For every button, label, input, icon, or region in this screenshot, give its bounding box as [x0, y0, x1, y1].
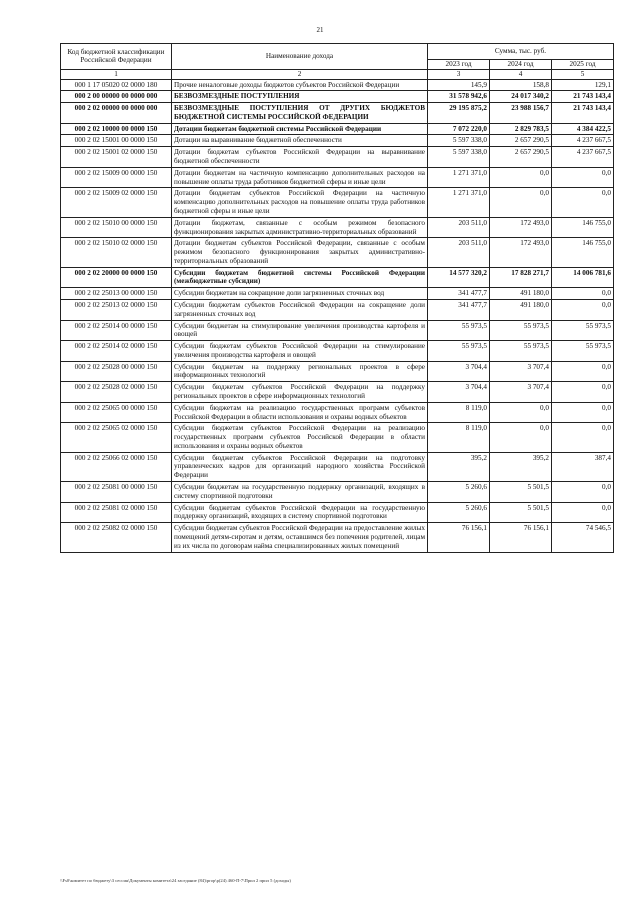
row-code: 000 1 17 05020 02 0000 180: [61, 79, 172, 91]
row-value-2023: 3 704,4: [428, 382, 490, 403]
header-col-number: 2: [172, 69, 428, 79]
table-row: [61, 167, 614, 188]
header-sum: Сумма, тыс. руб.: [428, 44, 614, 60]
header-name: Наименование дохода: [172, 44, 428, 70]
row-name: Субсидии бюджетам субъектов Российской Федерации на сокращение доли загрязненных сточных вод: [172, 299, 428, 320]
row-value-2025: 74 546,5: [552, 523, 614, 552]
row-value-2024: 2 657 290,5: [490, 147, 552, 168]
row-code: 000 2 02 10000 00 0000 150: [61, 123, 172, 135]
row-name: Субсидии бюджетам субъектов Российской Федерации на подготовку управленческих кадров для организаций народного хозяйства Российской Федерации: [172, 452, 428, 481]
row-value-2023: 1 271 371,0: [428, 188, 490, 217]
row-value-2025: 0,0: [552, 382, 614, 403]
row-value-2024: 395,2: [490, 452, 552, 481]
row-value-2025: 55 973,5: [552, 320, 614, 341]
row-value-2025: 146 755,0: [552, 238, 614, 267]
table-row: [61, 288, 614, 300]
row-code: 000 2 02 25014 00 0000 150: [61, 320, 172, 341]
row-value-2023: 203 511,0: [428, 217, 490, 238]
row-value-2025: 0,0: [552, 188, 614, 217]
table-row: [61, 103, 614, 124]
row-value-2023: 341 477,7: [428, 299, 490, 320]
row-value-2025: 4 237 667,5: [552, 135, 614, 147]
row-value-2024: 3 707,4: [490, 361, 552, 382]
row-code: 000 2 02 15001 02 0000 150: [61, 147, 172, 168]
row-code: 000 2 02 25014 02 0000 150: [61, 341, 172, 362]
table-row: [61, 188, 614, 217]
row-value-2023: 203 511,0: [428, 238, 490, 267]
row-value-2024: 5 501,5: [490, 502, 552, 523]
row-value-2023: 341 477,7: [428, 288, 490, 300]
row-name: Дотации бюджетам субъектов Российской Федерации на частичную компенсацию дополнительных расходов на повышение оплаты труда работников бюджетной сферы и иные цели: [172, 188, 428, 217]
row-value-2023: 5 260,6: [428, 482, 490, 503]
row-code: 000 2 02 00000 00 0000 000: [61, 103, 172, 124]
table-row: [61, 402, 614, 423]
row-name: Дотации бюджетам, связанные с особым режимом безопасного функционирования закрытых административно-территориальных образований: [172, 217, 428, 238]
row-value-2025: 0,0: [552, 402, 614, 423]
row-code: 000 2 02 15010 02 0000 150: [61, 238, 172, 267]
row-value-2024: 55 973,5: [490, 320, 552, 341]
row-code: 000 2 02 15009 02 0000 150: [61, 188, 172, 217]
row-value-2024: 2 657 290,5: [490, 135, 552, 147]
row-value-2025: 21 743 143,4: [552, 103, 614, 124]
row-value-2023: 8 119,0: [428, 402, 490, 423]
row-name: Субсидии бюджетам бюджетной системы Российской Федерации (межбюджетные субсидии): [172, 267, 428, 288]
row-value-2024: 0,0: [490, 402, 552, 423]
row-value-2024: 24 017 340,2: [490, 91, 552, 103]
row-name: Дотации бюджетам субъектов Российской Федерации, связанные с особым режимом безопасного функционирования закрытых административно-территориальных образований: [172, 238, 428, 267]
table-row: [61, 79, 614, 91]
row-code: 000 2 02 25028 00 0000 150: [61, 361, 172, 382]
page-number: 21: [316, 26, 324, 34]
row-code: 000 2 02 25081 02 0000 150: [61, 502, 172, 523]
row-value-2024: 2 829 783,5: [490, 123, 552, 135]
header-code: Код бюджетной классификации Российской Федерации: [61, 44, 172, 70]
row-value-2023: 1 271 371,0: [428, 167, 490, 188]
row-value-2023: 8 119,0: [428, 423, 490, 452]
row-value-2025: 0,0: [552, 423, 614, 452]
table-row: [61, 452, 614, 481]
table-body: [61, 79, 614, 552]
row-value-2023: 5 597 338,0: [428, 147, 490, 168]
row-value-2025: 4 384 422,5: [552, 123, 614, 135]
row-value-2024: 76 156,1: [490, 523, 552, 552]
row-code: 000 2 02 25013 00 0000 150: [61, 288, 172, 300]
row-value-2025: 0,0: [552, 361, 614, 382]
row-value-2023: 31 578 942,6: [428, 91, 490, 103]
table-row: [61, 123, 614, 135]
table-row: [61, 320, 614, 341]
row-code: 000 2 02 25065 00 0000 150: [61, 402, 172, 423]
row-value-2023: 76 156,1: [428, 523, 490, 552]
revenue-table: [60, 43, 614, 553]
footer-file-path: \\Fs0\комитет по бюджету\3 сессия\Документы комитета\24 заседание (84)\prop\р(24) 460-П-7\Прил 2 прил 5 (доходы): [60, 878, 291, 883]
row-code: 000 2 02 25065 02 0000 150: [61, 423, 172, 452]
row-value-2025: 55 973,5: [552, 341, 614, 362]
row-name: БЕЗВОЗМЕЗДНЫЕ ПОСТУПЛЕНИЯ ОТ ДРУГИХ БЮДЖЕТОВ БЮДЖЕТНОЙ СИСТЕМЫ РОССИЙСКОЙ ФЕДЕРАЦИИ: [172, 103, 428, 124]
row-name: Дотации бюджетам субъектов Российской Федерации на выравнивание бюджетной обеспеченности: [172, 147, 428, 168]
row-value-2025: 4 237 667,5: [552, 147, 614, 168]
row-value-2025: 0,0: [552, 482, 614, 503]
row-value-2024: 5 501,5: [490, 482, 552, 503]
table-row: [61, 382, 614, 403]
row-name: Дотации бюджетам на частичную компенсацию дополнительных расходов на повышение оплаты труда работников бюджетной сферы и иные цели: [172, 167, 428, 188]
table-row: [61, 135, 614, 147]
row-code: 000 2 02 15001 00 0000 150: [61, 135, 172, 147]
row-value-2023: 14 577 320,2: [428, 267, 490, 288]
header-col-number: 4: [490, 69, 552, 79]
row-code: 000 2 02 25013 02 0000 150: [61, 299, 172, 320]
header-year-2025: 2025 год: [552, 60, 614, 70]
row-name: Субсидии бюджетам субъектов Российской Федерации на предоставление жилых помещений детям-сиротам и детям, оставшимся без попечения родителей, лицам из их числа по договорам найма специализированных жилых помещений: [172, 523, 428, 552]
row-name: Субсидии бюджетам на поддержку региональных проектов в сфере информационных технологий: [172, 361, 428, 382]
table-row: [61, 147, 614, 168]
row-value-2024: 491 180,0: [490, 299, 552, 320]
row-value-2024: 3 707,4: [490, 382, 552, 403]
table-row: [61, 482, 614, 503]
row-value-2024: 0,0: [490, 167, 552, 188]
row-value-2025: 0,0: [552, 167, 614, 188]
table-row: [61, 361, 614, 382]
row-code: 000 2 02 25081 00 0000 150: [61, 482, 172, 503]
table-header: [61, 44, 614, 80]
row-value-2025: 14 006 781,6: [552, 267, 614, 288]
table-row: [61, 341, 614, 362]
row-name: Субсидии бюджетам на реализацию государственных программ субъектов Российской Федерации в области использования и охраны водных объектов: [172, 402, 428, 423]
row-value-2023: 5 597 338,0: [428, 135, 490, 147]
row-value-2025: 146 755,0: [552, 217, 614, 238]
row-name: Субсидии бюджетам субъектов Российской Федерации на стимулирование увеличения производства картофеля и овощей: [172, 341, 428, 362]
header-year-2024: 2024 год: [490, 60, 552, 70]
row-name: Дотации на выравнивание бюджетной обеспеченности: [172, 135, 428, 147]
row-code: 000 2 02 15010 00 0000 150: [61, 217, 172, 238]
row-value-2025: 21 743 143,4: [552, 91, 614, 103]
row-value-2023: 55 973,5: [428, 341, 490, 362]
table-row: [61, 91, 614, 103]
table-row: [61, 502, 614, 523]
table-row: [61, 523, 614, 552]
row-value-2025: 129,1: [552, 79, 614, 91]
row-value-2024: 172 493,0: [490, 238, 552, 267]
row-code: 000 2 00 00000 00 0000 000: [61, 91, 172, 103]
row-value-2025: 0,0: [552, 502, 614, 523]
row-name: Субсидии бюджетам на сокращение доли загрязненных сточных вод: [172, 288, 428, 300]
row-value-2023: 3 704,4: [428, 361, 490, 382]
row-value-2024: 158,8: [490, 79, 552, 91]
table-row: [61, 423, 614, 452]
row-value-2023: 5 260,6: [428, 502, 490, 523]
table-row: [61, 238, 614, 267]
row-name: Субсидии бюджетам на государственную поддержку организаций, входящих в систему спортивной подготовки: [172, 482, 428, 503]
row-value-2025: 387,4: [552, 452, 614, 481]
row-value-2025: 0,0: [552, 299, 614, 320]
row-value-2024: 55 973,5: [490, 341, 552, 362]
row-value-2023: 29 195 875,2: [428, 103, 490, 124]
row-value-2024: 23 988 156,7: [490, 103, 552, 124]
row-code: 000 2 02 25082 02 0000 150: [61, 523, 172, 552]
row-value-2024: 491 180,0: [490, 288, 552, 300]
header-col-number: 1: [61, 69, 172, 79]
table-row: [61, 299, 614, 320]
header-col-number: 5: [552, 69, 614, 79]
row-value-2023: 395,2: [428, 452, 490, 481]
row-value-2024: 172 493,0: [490, 217, 552, 238]
header-col-number: 3: [428, 69, 490, 79]
row-name: Субсидии бюджетам субъектов Российской Федерации на реализацию государственных программ субъектов Российской Федерации в области использования и охраны водных объектов: [172, 423, 428, 452]
table-row: [61, 267, 614, 288]
header-year-2023: 2023 год: [428, 60, 490, 70]
row-value-2023: 55 973,5: [428, 320, 490, 341]
row-value-2024: 17 828 271,7: [490, 267, 552, 288]
row-value-2024: 0,0: [490, 188, 552, 217]
row-name: Субсидии бюджетам субъектов Российской Федерации на поддержку региональных проектов в сфере информационных технологий: [172, 382, 428, 403]
row-code: 000 2 02 15009 00 0000 150: [61, 167, 172, 188]
row-name: БЕЗВОЗМЕЗДНЫЕ ПОСТУПЛЕНИЯ: [172, 91, 428, 103]
row-name: Субсидии бюджетам на стимулирование увеличения производства картофеля и овощей: [172, 320, 428, 341]
row-value-2023: 7 072 220,0: [428, 123, 490, 135]
row-value-2024: 0,0: [490, 423, 552, 452]
table-row: [61, 217, 614, 238]
row-code: 000 2 02 25066 02 0000 150: [61, 452, 172, 481]
row-value-2023: 145,9: [428, 79, 490, 91]
row-name: Дотации бюджетам бюджетной системы Российской Федерации: [172, 123, 428, 135]
row-code: 000 2 02 25028 02 0000 150: [61, 382, 172, 403]
row-value-2025: 0,0: [552, 288, 614, 300]
row-name: Прочие неналоговые доходы бюджетов субъектов Российской Федерации: [172, 79, 428, 91]
row-code: 000 2 02 20000 00 0000 150: [61, 267, 172, 288]
row-name: Субсидии бюджетам субъектов Российской Федерации на государственную поддержку организаций, входящих в систему спортивной подготовки: [172, 502, 428, 523]
